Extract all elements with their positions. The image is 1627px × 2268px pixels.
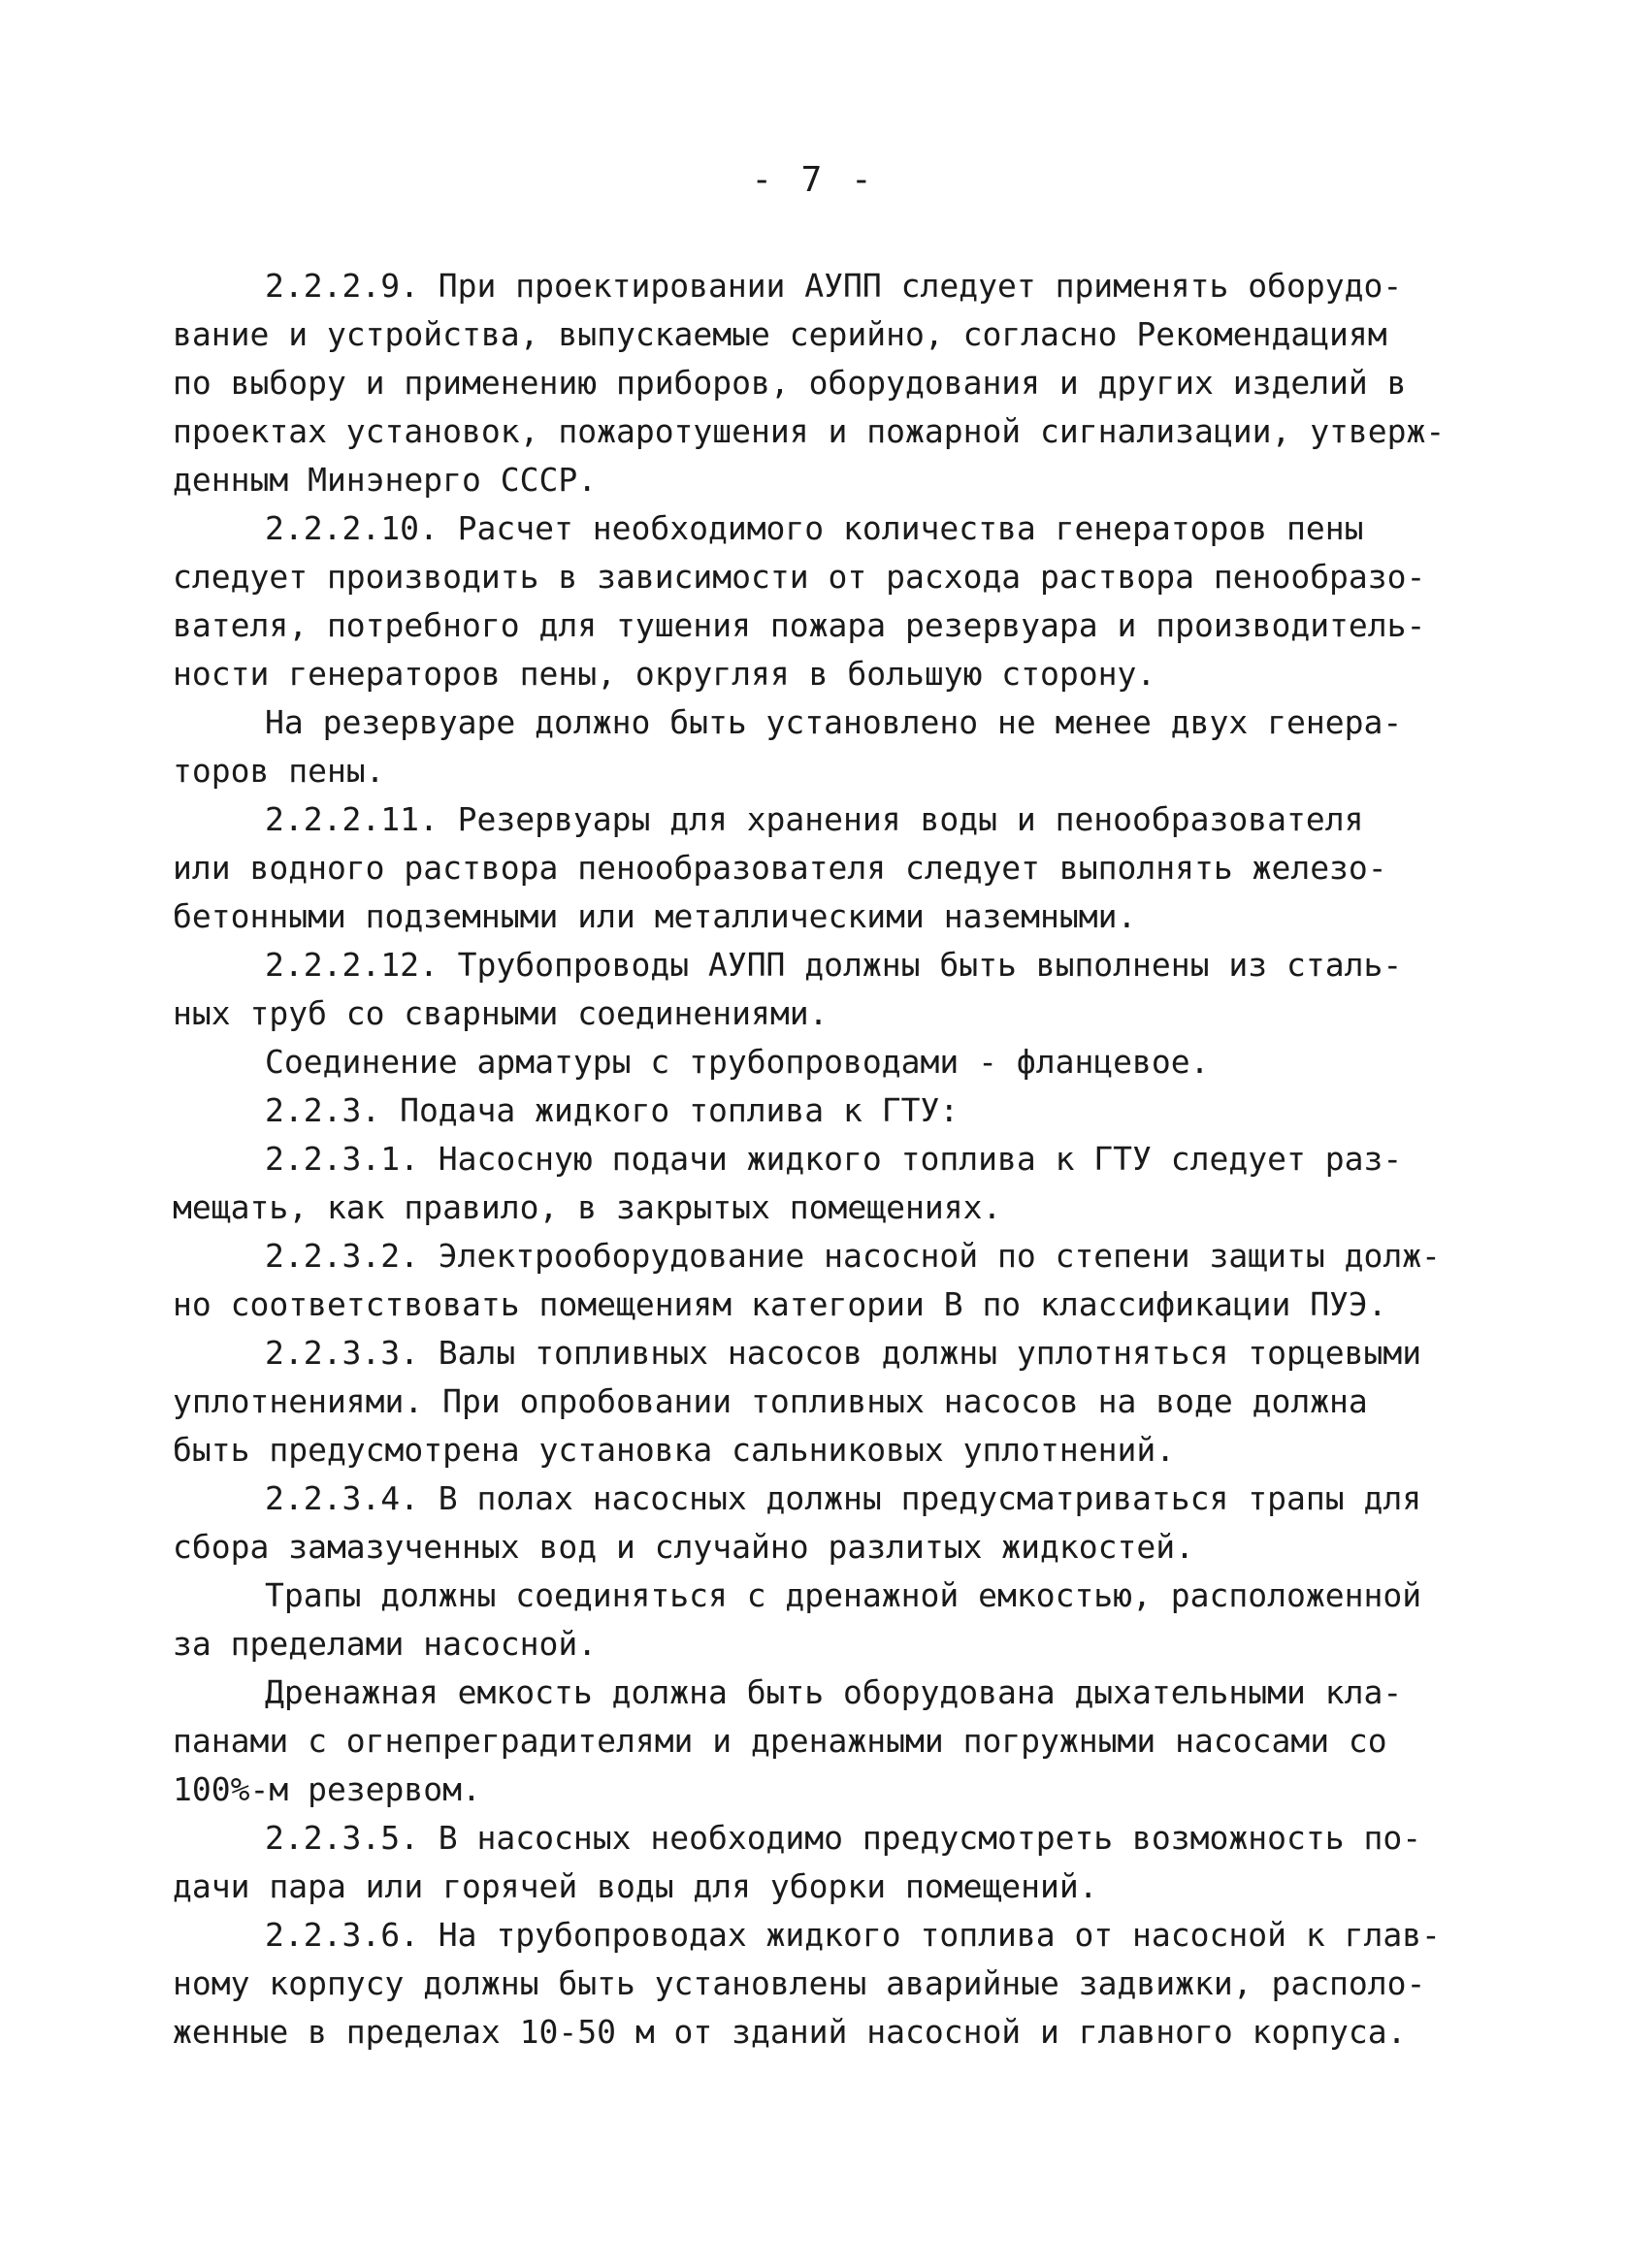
text-line: торов пены. (173, 752, 385, 790)
text-line: 2.2.3.4. В полах насосных должны предусматриваться трапы для (265, 1479, 1422, 1517)
text-line: мещать, как правило, в закрытых помещениях. (173, 1188, 1002, 1226)
text-line: женные в пределах 10-50 м от зданий насосной и главного корпуса. (173, 2013, 1407, 2051)
text-line: сбора замазученных вод и случайно разлитых жидкостей. (173, 1528, 1194, 1566)
text-line: уплотнениями. При опробовании топливных насосов на воде должна (173, 1382, 1368, 1420)
text-line: 2.2.3.1. Насосную подачи жидкого топлива к ГТУ следует раз- (265, 1140, 1403, 1178)
text-line: проектах установок, пожаротушения и пожарной сигнализации, утверж- (173, 412, 1446, 450)
text-line: ных труб со сварными соединениями. (173, 994, 829, 1032)
text-line: 2.2.3. Подача жидкого топлива к ГТУ: (265, 1091, 960, 1129)
text-line: за пределами насосной. (173, 1625, 598, 1663)
text-line: Дренажная емкость должна быть оборудована дыхательными кла- (265, 1673, 1403, 1711)
text-line: 2.2.3.3. Валы топливных насосов должны уплотняться торцевыми (265, 1334, 1422, 1372)
text-line: или водного раствора пенообразователя следует выполнять железо- (173, 849, 1387, 887)
text-line: 2.2.3.6. На трубопроводах жидкого топлива от насосной к глав- (265, 1916, 1441, 1954)
text-line: 2.2.2.11. Резервуары для хранения воды и пенообразователя (265, 800, 1364, 838)
text-line: 2.2.2.10. Расчет необходимого количества генераторов пены (265, 509, 1364, 547)
text-line: 2.2.2.9. При проектировании АУПП следует применять оборудо- (265, 267, 1403, 305)
text-line: бетонными подземными или металлическими наземными. (173, 897, 1137, 935)
text-line: панами с огнепреградителями и дренажными погружными насосами со (173, 1722, 1387, 1760)
text-line: вателя, потребного для тушения пожара резервуара и производитель- (173, 606, 1426, 644)
text-line: 2.2.2.12. Трубопроводы АУПП должны быть выполнены из сталь- (265, 946, 1403, 984)
text-line: но соответствовать помещениям категории В по классификации ПУЭ. (173, 1285, 1387, 1323)
text-line: На резервуаре должно быть установлено не менее двух генера- (265, 703, 1403, 741)
text-line: ности генераторов пены, округляя в большую сторону. (173, 655, 1156, 693)
text-line: вание и устройства, выпускаемые серийно, согласно Рекомендациям (173, 315, 1387, 353)
text-line: ному корпусу должны быть установлены аварийные задвижки, располо- (173, 1964, 1426, 2002)
text-line: Соединение арматуры с трубопроводами - фланцевое. (265, 1043, 1210, 1081)
text-line: быть предусмотрена установка сальниковых уплотнений. (173, 1431, 1176, 1469)
text-line: следует производить в зависимости от расхода раствора пенообразо- (173, 558, 1426, 596)
page-number: - 7 - (751, 160, 876, 200)
text-line: 2.2.3.2. Электрооборудование насосной по степени защиты долж- (265, 1237, 1441, 1275)
text-line: дачи пара или горячей воды для уборки помещений. (173, 1867, 1098, 1905)
text-line: по выбору и применению приборов, оборудования и других изделий в (173, 364, 1407, 402)
text-line: 100%-м резервом. (173, 1770, 481, 1808)
text-line: 2.2.3.5. В насосных необходимо предусмотреть возможность по- (265, 1819, 1422, 1857)
text-line: денным Минэнерго СССР. (173, 461, 598, 499)
text-line: Трапы должны соединяться с дренажной емкостью, расположенной (265, 1576, 1422, 1614)
